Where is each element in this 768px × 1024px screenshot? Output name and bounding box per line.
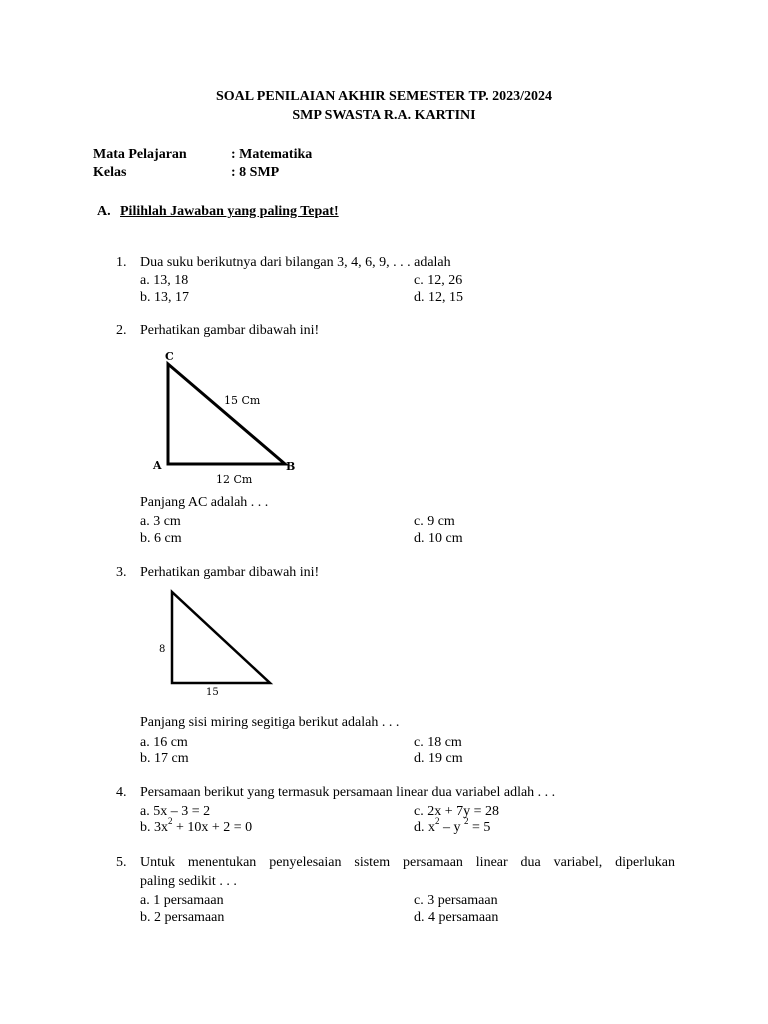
right-triangle: [172, 592, 270, 683]
option-a: a. 13, 18: [140, 273, 189, 288]
question-text: Perhatikan gambar dibawah ini!: [140, 323, 320, 338]
question-number: 3.: [116, 565, 127, 580]
question-number: 5.: [116, 855, 127, 870]
vertex-b-label: B: [286, 460, 296, 473]
vertex-a-label: A: [153, 459, 162, 472]
class-value: : 8 SMP: [231, 165, 280, 180]
section-letter: A.: [97, 204, 111, 219]
question-text: Dua suku berikutnya dari bilangan 3, 4, 6, 9, . . . adalah: [140, 255, 451, 270]
option-a: a. 16 cm: [140, 735, 188, 750]
hypotenuse-label: 15 Cm: [224, 394, 261, 407]
option-b: b. 17 cm: [140, 751, 189, 766]
option-b: b. 6 cm: [140, 531, 182, 546]
question-text: Persamaan berikut yang termasuk persamaan linear dua variabel adlah . . .: [140, 785, 556, 800]
option-b: b. $3x^2 + 10x + 2 = 0$: [140, 816, 253, 835]
base-label: 12 Cm: [216, 473, 253, 486]
option-a: a. 3 cm: [140, 514, 181, 529]
option-c: c. 18 cm: [414, 735, 462, 750]
option-b: b. 13, 17: [140, 290, 189, 305]
option-a: a. 1 persamaan: [140, 893, 224, 908]
exam-title: SOAL PENILAIAN AKHIR SEMESTER TP. 2023/2024: [215, 89, 553, 104]
option-d: d. 4 persamaan: [414, 910, 499, 925]
question-text-line-2: paling sedikit . . .: [140, 874, 237, 889]
section-title: Pilihlah Jawaban yang paling Tepat!: [120, 204, 339, 219]
triangle-abc-figure: [140, 345, 320, 490]
option-d: d. 10 cm: [414, 531, 463, 546]
question-number: 2.: [116, 323, 127, 338]
class-label: Kelas: [93, 165, 127, 180]
option-c: c. 9 cm: [414, 514, 455, 529]
option-d: d. $x^2$ – y $^2$ = 5: [414, 816, 491, 835]
question-number: 4.: [116, 785, 127, 800]
base-label: 15: [206, 687, 219, 698]
subject-label: Mata Pelajaran: [93, 147, 187, 162]
right-triangle-figure: [150, 585, 280, 700]
question-prompt: Panjang sisi miring segitiga berikut adalah . . .: [140, 715, 400, 730]
option-c: c. 2x + 7y = 28: [414, 804, 500, 819]
option-c: c. 3 persamaan: [414, 893, 498, 908]
triangle-abc: [168, 364, 285, 464]
option-c: c. 12, 26: [414, 273, 463, 288]
question-prompt: Panjang AC adalah . . .: [140, 495, 269, 510]
option-d: d. 19 cm: [414, 751, 463, 766]
option-d: d. 12, 15: [414, 290, 463, 305]
subject-value: : Matematika: [231, 147, 313, 162]
option-a: a. 5x – 3 = 2: [140, 804, 211, 819]
vertex-c-label: C: [165, 350, 174, 363]
question-text: Perhatikan gambar dibawah ini!: [140, 565, 320, 580]
question-number: 1.: [116, 255, 127, 270]
option-b: b. 2 persamaan: [140, 910, 225, 925]
question-text-line-1: Untuk menentukan penyelesaian sistem persamaan linear dua variabel, diperlukan: [140, 855, 675, 870]
height-label: 8: [159, 644, 166, 655]
school-name: SMP SWASTA R.A. KARTINI: [292, 108, 476, 123]
